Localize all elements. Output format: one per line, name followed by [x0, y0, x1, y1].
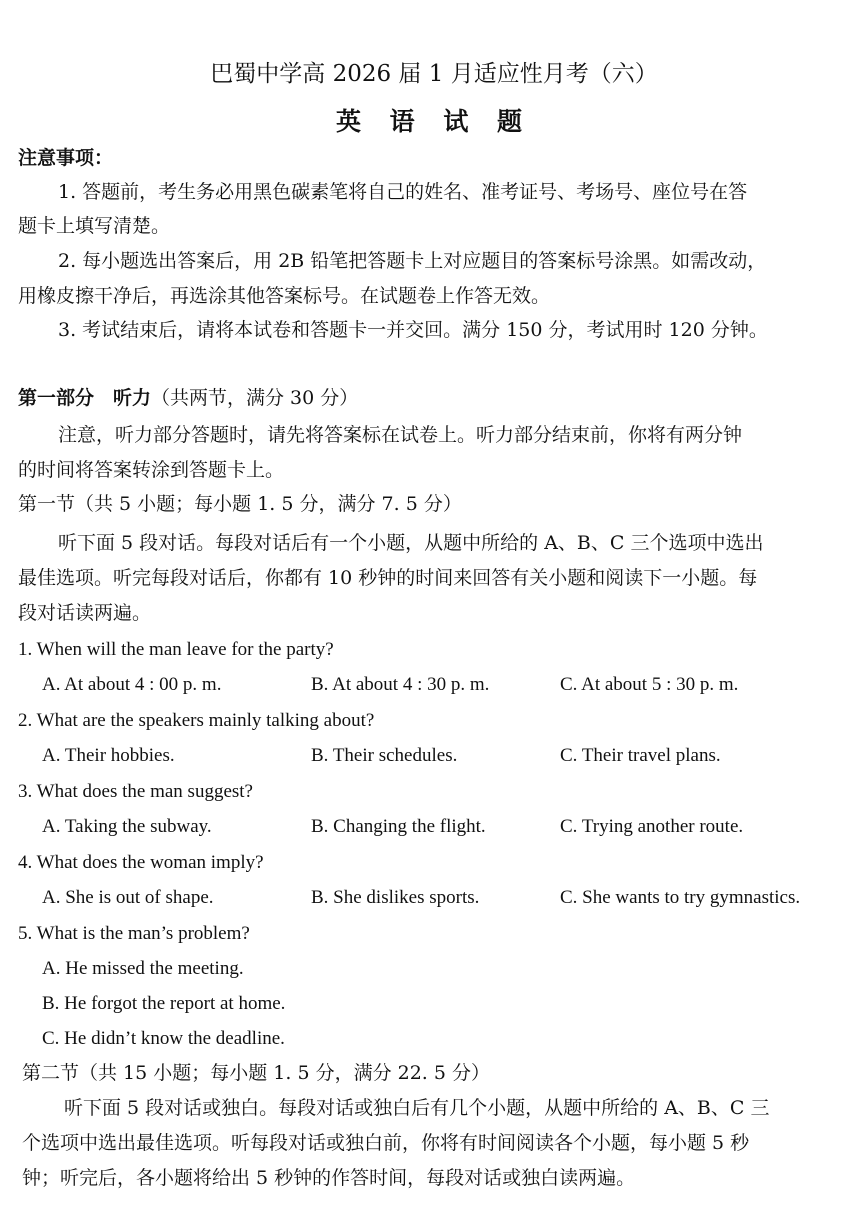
question-1-option-b: B. At about 4 : 30 p. m.: [311, 674, 490, 695]
section2-intro-line-1: 听下面 5 段对话或独白。每段对话或独白后有几个小题，从题中所给的 A、B、C 三: [64, 1097, 770, 1119]
notes-heading: 注意事项：: [18, 147, 114, 169]
question-4-option-b: B. She dislikes sports.: [311, 887, 480, 908]
exam-subtitle: 英 语 试 题: [335, 107, 533, 136]
note-2-line-1: 2. 每小题选出答案后，用 2B 铅笔把答题卡上对应题目的答案标号涂黑。如需改动，: [58, 250, 767, 272]
section1-intro-line-2: 最佳选项。听完每段对话后，你都有 10 秒钟的时间来回答有关小题和阅读下一小题。每: [18, 567, 758, 589]
part1-heading-bold: 第一部分 听力: [18, 387, 152, 409]
note-3: 3. 考试结束后，请将本试卷和答题卡一并交回。满分 150 分，考试用时 120 分钟。: [58, 319, 768, 341]
question-5-stem: 5. What is the man’s problem?: [18, 923, 250, 944]
part1-heading-rest: （共两节，满分 30 分）: [151, 387, 359, 409]
part1-intro-line-1: 注意，听力部分答题时，请先将答案标在试卷上。听力部分结束前，你将有两分钟: [58, 424, 743, 446]
question-2-option-a: A. Their hobbies.: [42, 745, 175, 766]
section2-intro-line-2: 个选项中选出最佳选项。听每段对话或独白前，你将有时间阅读各个小题，每小题 5 秒: [22, 1132, 750, 1154]
note-1-line-2: 题卡上填写清楚。: [18, 215, 171, 237]
question-5-option-b: B. He forgot the report at home.: [42, 993, 286, 1014]
exam-title: 巴蜀中学高 2026 届 1 月适应性月考（六）: [210, 61, 658, 87]
question-2-option-b: B. Their schedules.: [311, 745, 458, 766]
note-2-line-2: 用橡皮擦干净后，再选涂其他答案标号。在试题卷上作答无效。: [18, 285, 551, 307]
part1-intro-line-2: 的时间将答案转涂到答题卡上。: [18, 459, 285, 481]
question-3-option-c: C. Trying another route.: [560, 816, 744, 837]
question-3-stem: 3. What does the man suggest?: [18, 781, 253, 802]
question-1-option-a: A. At about 4 : 00 p. m.: [42, 674, 222, 695]
section2-intro-line-3: 钟；听完后，各小题将给出 5 秒钟的作答时间，每段对话或独白读两遍。: [22, 1167, 636, 1189]
question-5-option-c: C. He didn’t know the deadline.: [42, 1028, 285, 1049]
section1-intro-line-3: 段对话读两遍。: [18, 602, 152, 624]
question-4-option-c: C. She wants to try gymnastics.: [560, 887, 801, 908]
section1-heading: 第一节（共 5 小题；每小题 1. 5 分，满分 7. 5 分）: [18, 493, 462, 515]
question-2-stem: 2. What are the speakers mainly talking about?: [18, 710, 375, 731]
question-3-option-b: B. Changing the flight.: [311, 816, 486, 837]
question-4-option-a: A. She is out of shape.: [42, 887, 214, 908]
question-3-option-a: A. Taking the subway.: [42, 816, 212, 837]
section1-intro-line-1: 听下面 5 段对话。每段对话后有一个小题，从题中所给的 A、B、C 三个选项中选出: [58, 532, 764, 554]
question-5-option-a: A. He missed the meeting.: [42, 958, 244, 979]
question-4-stem: 4. What does the woman imply?: [18, 852, 264, 873]
part1-heading: [18, 386, 358, 410]
question-1-stem: 1. When will the man leave for the party?: [18, 639, 334, 660]
question-1-option-c: C. At about 5 : 30 p. m.: [560, 674, 739, 695]
note-1-line-1: 1. 答题前，考生务必用黑色碳素笔将自己的姓名、准考证号、考场号、座位号在答: [58, 181, 748, 203]
question-2-option-c: C. Their travel plans.: [560, 745, 721, 766]
section2-heading: 第二节（共 15 小题；每小题 1. 5 分，满分 22. 5 分）: [22, 1062, 491, 1084]
